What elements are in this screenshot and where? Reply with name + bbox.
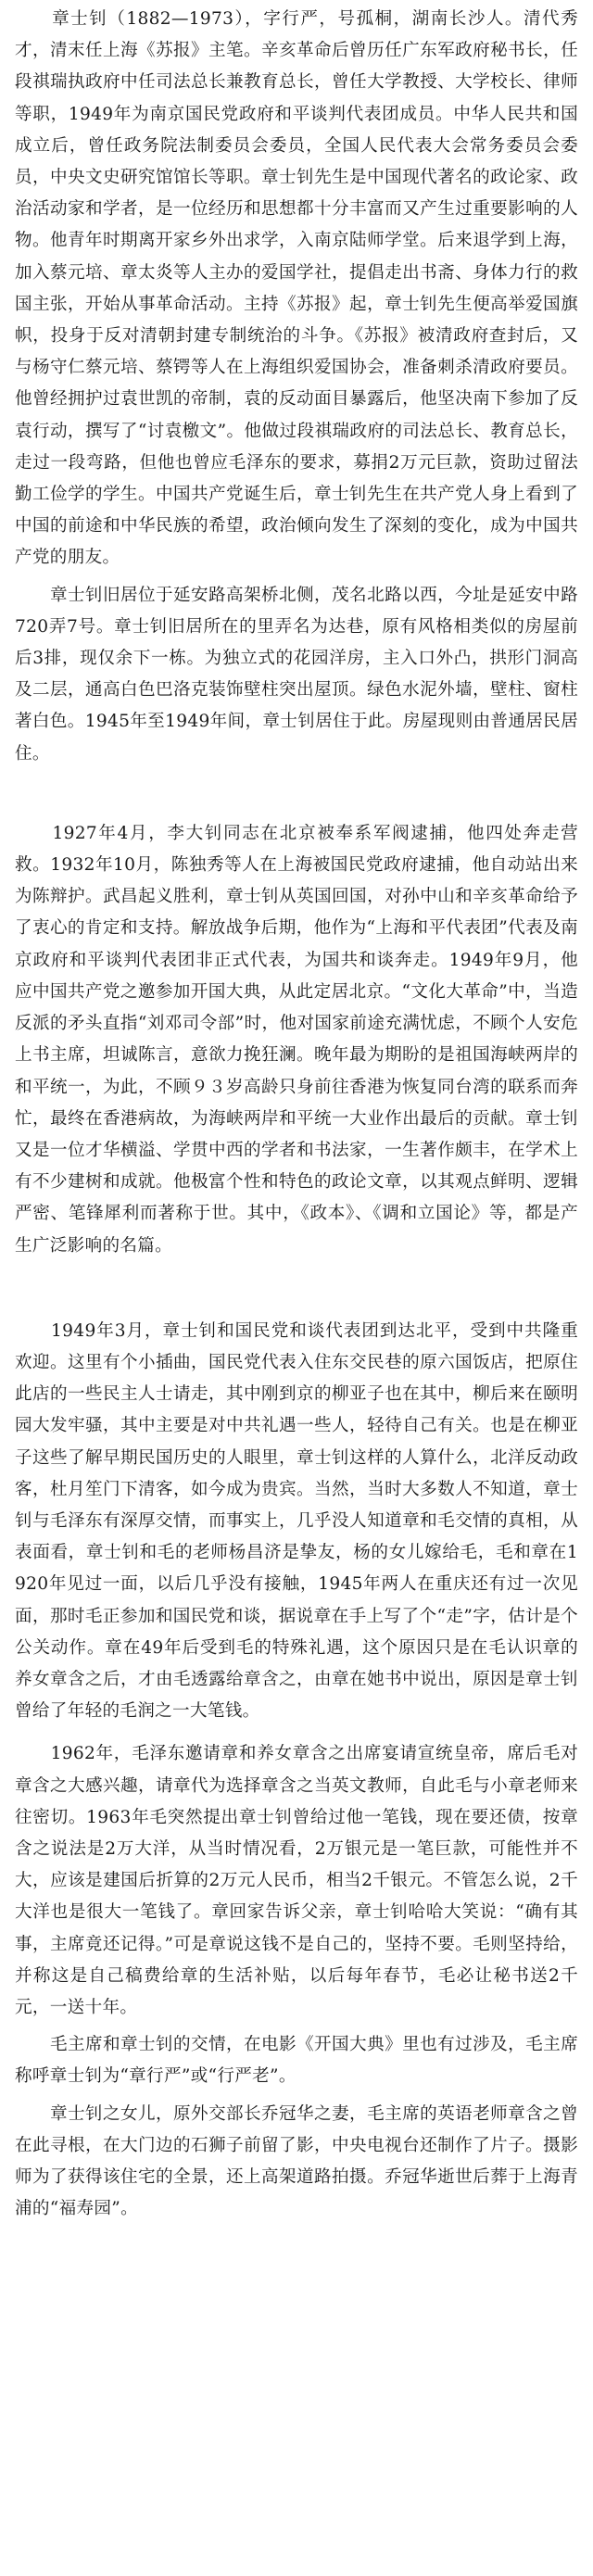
paragraph-1962-debt: 1962年，毛泽东邀请章和养女章含之出席宴请宣统皇帝，席后毛对章含之大感兴趣，请章代为选择章含之当英文教师，自此毛与小章老师来往密切。1963年毛突然提出章士钊曾给过他一笔钱，现在要还债，按章含之说法是2万大洋，从当时情况看，2万银元是一笔巨款，可能性并不大，应该是建国后折算的2万元人民币，相当2千银元。不管怎么说，2千大洋也是很大一笔钱了。章回家告诉父亲，章士钊哈哈大笑说：“确有其事，主席竟还记得。”可是章说这钱不是自己的，坚持不要。毛则坚持给，并称这是自己稿费给章的生活补贴，以后每年春节，毛必让秘书送2千元，一送十年。 [15,1744,578,2017]
paragraph-film-mention: 毛主席和章士钊的交情，在电影《开国大典》里也有过涉及，毛主席称呼章士钊为“章行严”或“行严老”。 [15,2035,578,2087]
paragraph-residence: 章士钊旧居位于延安路高架桥北侧，茂名北路以西，今址是延安中路720弄7号。章士钊旧居所在的里弄名为达巷，原有风格相类似的房屋前后3排，现仅余下一栋。为独立式的花园洋房，主入口外凸，拱形门洞高及二层，通高白色巴洛克装饰壁柱突出屋顶。绿色水泥外墙，壁柱、窗柱著白色。1945年至1949年间，章士钊居住于此。房屋现则由普通居民居住。 [15,585,578,764]
paragraph-1949-peiping: 1949年3月，章士钊和国民党和谈代表团到达北平，受到中共隆重欢迎。这里有个小插曲，国民党代表入住东交民巷的原六国饭店，把原住此店的一些民主人士请走，其中刚到京的柳亚子也在其中，柳后来在颐明园大发牢骚，其中主要是对中共礼遇一些人，轻待自己有关。也是在柳亚子这些了解早期民国历史的人眼里，章士钊这样的人算什么，北洋反动政客，杜月笙门下清客，如今成为贵宾。当然，当时大多数人不知道，章士钊与毛泽东有深厚交情，而事实上，几乎没人知道章和毛交情的真相，从表面看，章士钊和毛的老师杨昌济是挚友，杨的女儿嫁给毛，毛和章在1920年见过一面，以后几乎没有接触，1945年两人在重庆还有过一次见面，那时毛正参加和国民党和谈，据说章在手上写了个“走”字，估计是个公关动作。章在49年后受到毛的特殊礼遇，这个原因只是在毛认识章的养女章含之后，才由毛透露给章含之，由章在她书中说出，原因是章士钊曾给了年轻的毛润之一大笔钱。 [15,1320,578,1722]
paragraph-biography: 章士钊（1882—1973），字行严，号孤桐，湖南长沙人。清代秀才，清末任上海《苏报》主笔。辛亥革命后曾历任广东军政府秘书长，任段祺瑞执政府中任司法总长兼教育总长，曾任大学教授、大学校长、律师等职，1949年为南京国民党政府和平谈判代表团成员。中华人民共和国成立后，曾任政务院法制委员会委员，全国人民代表大会常务委员会委员，中央文史研究馆馆长等职。章士钊先生是中国现代著名的政论家、政治活动家和学者，是一位经历和思想都十分丰富而又产生过重要影响的人物。他青年时期离开家乡外出求学，入南京陆师学堂。后来退学到上海，加入蔡元培、章太炎等人主办的爱国学社，提倡走出书斋、身体力行的救国主张，开始从事革命活动。主持《苏报》起，章士钊先生便高举爱国旗帜，投身于反对清朝封建专制统治的斗争。《苏报》被清政府查封后，又与杨守仁蔡元培、蔡锷等人在上海组织爱国协会，准备刺杀清政府要员。他曾经拥护过袁世凯的帝制，袁的反动面目暴露后，他坚决南下参加了反袁行动，撰写了“讨袁檄文”。他做过段祺瑞政府的司法总长、教育总长，走过一段弯路，但他也曾应毛泽东的要求，募捐2万元巨款，资助过留法勤工俭学的学生。中国共产党诞生后，章士钊先生在共产党人身上看到了中国的前途和中华民族的希望，政治倾向发生了深刻的变化，成为中国共产党的朋友。 [15,9,578,568]
paragraph-later-life: 1927年4月，李大钊同志在北京被奉系军阀逮捕，他四处奔走营救。1932年10月，陈独秀等人在上海被国民党政府逮捕，他自动站出来为陈辩护。武昌起义胜利，章士钊从英国回国，对孙中山和辛亥革命给予了衷心的肯定和支持。解放战争后期，他作为“上海和平代表团”代表及南京政府和平谈判代表团非正式代表，为国共和谈奔走。1949年9月，他应中国共产党之邀参加开国大典，从此定居北京。“文化大革命”中，当造反派的矛头直指“刘邓司令部”时，他对国家前途充满忧虑，不顾个人安危上书主席，坦诚陈言，意欲力挽狂澜。晚年最为期盼的是祖国海峡两岸的和平统一，为此，不顾９３岁高龄只身前往香港为恢复同台湾的联系而奔忙，最终在香港病故，为海峡两岸和平统一大业作出最后的贡献。章士钊又是一位才华横溢、学贯中西的学者和书法家，一生著作颇丰，在学术上有不少建树和成就。他极富个性和特色的政论文章，以其观点鲜明、逻辑严密、笔锋犀利而著称于世。其中，《政本》、《调和立国论》等，都是产生广泛影响的名篇。 [15,823,578,1256]
paragraph-daughter: 章士钊之女儿，原外交部长乔冠华之妻，毛主席的英语老师章含之曾在此寻根，在大门边的石狮子前留了影，中央电视台还制作了片子。摄影师为了获得该住宅的全景，还上高架道路拍摄。乔冠华逝世后葬于上海青浦的“福寿园”。 [15,2103,578,2219]
